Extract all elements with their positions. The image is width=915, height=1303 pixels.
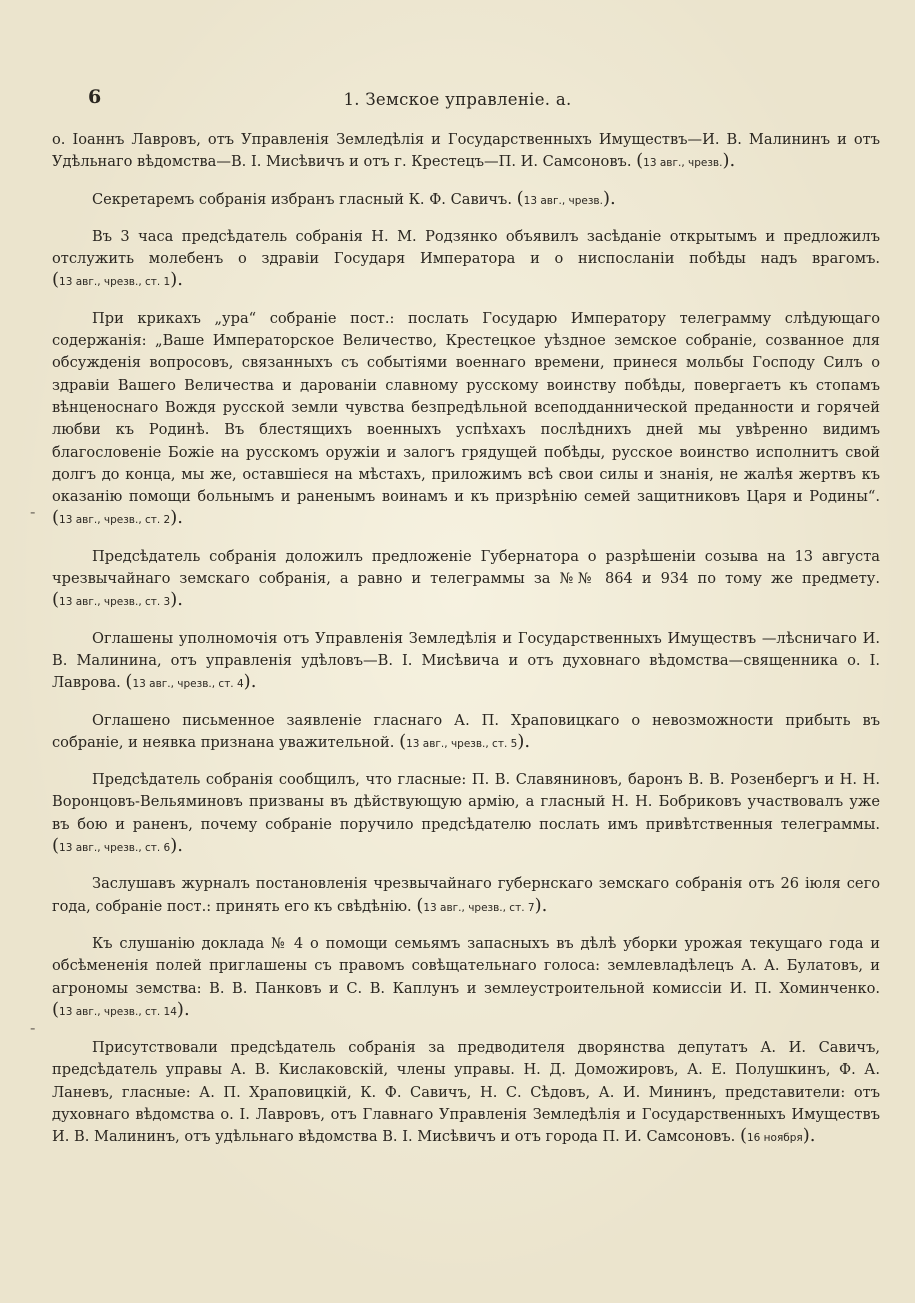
paragraph-text: о. Іоаннъ Лавровъ, отъ Управленія Земледѣлія и Государственныхъ Имуществъ—И. В. Малининъ и отъ Удѣльнаго вѣдомства—В. І. Мисѣвичъ и отъ г. Крестецъ—П. И. Самсоновъ. <box>52 131 880 171</box>
reference-note: 16 ноября <box>746 1132 803 1145</box>
paragraph-text: Секретаремъ собранія избранъ гласный К. Ф. Савичъ. <box>92 190 512 208</box>
paragraph: Присутствовали предсѣдатель собранія за предводителя дворянства депутатъ А. И. Савичъ, предсѣдатель управы А. В. Кислаковскій, члены управы. Н. Д. Доможировъ, А. Е. Полушкинъ, Ф. А. Ланевъ, гласные: А. П. Храповицкій, К. Ф. Савичъ, Н. С. Сѣдовъ, А. И. Мининъ, представители: отъ духовнаго вѣдомства о. І. Лавровъ, отъ Главнаго Управленія Земледѣлія и Государственныхъ Имуществъ И. В. Малининъ, отъ удѣльнаго вѣдомства В. І. Мисѣвичъ и отъ города П. И. Самсоновъ. (16 ноября). <box>52 1039 880 1147</box>
reference-note: 13 авг., чрезв., ст. 3 <box>59 596 171 609</box>
margin-mark: - <box>30 502 36 521</box>
paragraph-text: Присутствовали предсѣдатель собранія за предводителя дворянства депутатъ А. И. Савичъ, предсѣдатель управы А. В. Кислаковскій, члены управы. Н. Д. Доможировъ, А. Е. Полушкинъ, Ф. А. Ланевъ, гласные: А. П. Храповицкій, К. Ф. Савичъ, Н. С. Сѣдовъ, А. И. Мининъ, представители: отъ духовнаго вѣдомства о. І. Лавровъ, отъ Главнаго Управленія Земледѣлія и Государственныхъ Имуществъ И. В. Малининъ, отъ удѣльнаго вѣдомства В. І. Мисѣвичъ и отъ города П. И. Самсоновъ. <box>52 1039 880 1146</box>
reference-note: 13 авг., чрезв., ст. 1 <box>59 276 171 289</box>
margin-mark: - <box>30 1018 36 1037</box>
reference-note: 13 авг., чрезв., ст. 4 <box>132 678 244 691</box>
reference-note: 13 авг., чрезв. <box>643 157 723 170</box>
running-head: 1. Земское управленіе. а. <box>343 90 572 109</box>
reference-note: 13 авг., чрезв., ст. 7 <box>423 901 535 914</box>
paragraph-text: Оглашены уполномочія отъ Управленія Земледѣлія и Государственныхъ Имуществъ —лѣсничаго И. В. Малинина, отъ управленія удѣловъ—В. І. Мисѣвича и отъ духовнаго вѣдомства—священника о. І. Лаврова. <box>52 629 880 692</box>
body-text <box>52 129 880 1164</box>
paragraph: Оглашено письменное заявленіе гласнаго А. П. Храповицкаго о невозможности прибыть въ собраніе, и неявка признана уважительной. (13 авг., чрезв., ст. 5). <box>52 711 880 752</box>
paragraph: о. Іоаннъ Лавровъ, отъ Управленія Земледѣлія и Государственныхъ Имуществъ—И. В. Малининъ и отъ Удѣльнаго вѣдомства—В. І. Мисѣвичъ и отъ г. Крестецъ—П. И. Самсоновъ. (13 авг., чрезв.). <box>52 131 880 172</box>
page-number: 6 <box>88 86 102 108</box>
reference-note: 13 авг., чрезв., ст. 5 <box>406 737 518 750</box>
paragraph-text: Заслушавъ журналъ постановленія чрезвычайнаго губернскаго земскаго собранія отъ 26 іюля сего года, собраніе пост.: принять его къ свѣдѣнію. <box>52 875 880 915</box>
paragraph-text: Въ 3 часа предсѣдатель собранія Н. М. Родзянко объявилъ засѣданіе открытымъ и предложилъ отслужить молебенъ о здравіи Государя Императора и о ниспосланіи побѣды надъ врагомъ. <box>52 227 880 268</box>
paragraph-text: Къ слушанію доклада № 4 о помощи семьямъ запасныхъ въ дѣлѣ уборки урожая текущаго года и обсѣмененія полей приглашены съ правомъ совѣщательнаго голоса: землевладѣлецъ А. А. Булатовъ, и агрономы земства: В. В. Панковъ и С. В. Каплунъ и землеустроительной комиссіи И. П. Хоминченко. <box>52 934 880 997</box>
paragraph: При крикахъ „ура“ собраніе пост.: послать Государю Императору телеграмму слѣдующаго содержанія: „Вашe Императорское Величество, Крестецкое уѣздное земское собраніе, созванное для обсужденія вопросовъ, связанныхъ съ событіями военнаго времени, принеся мольбы Господу Силъ о здравіи Вашего Величества и дарованіи славному русскому воинству побѣды, повергаетъ къ стопамъ вѣнценоснаго Вождя русской земли чувства безпредѣльной всеподданнической преданности и горячей любви къ Родинѣ. Въ блестящихъ военныхъ успѣхахъ послѣднихъ дней мы увѣренно видимъ благословеніе Божіе на русскомъ оружіи и залогъ грядущей побѣды, русское воинство исполнитъ свой долгъ до конца, мы же, оставшіеся на мѣстахъ, приложимъ всѣ свои силы и знанія, не жалѣя жертвъ къ оказанію помощи больнымъ и раненымъ воинамъ и къ призрѣнію семей защитниковъ Царя и Родины“. (13 авг., чрезв., ст. 2). <box>52 309 880 529</box>
paragraph: Предсѣдатель собранія доложилъ предложеніе Губернатора о разрѣшеніи созыва на 13 августа чрезвычайнаго земскаго собранія, а равно и телеграммы за №№ 864 и 934 по тому же предмету. (13 авг., чрезв., ст. 3). <box>52 547 880 611</box>
paragraph-text: Предсѣдатель собранія доложилъ предложеніе Губернатора о разрѣшеніи созыва на 13 августа чрезвычайнаго земскаго собранія, а равно и телеграммы за №№ 864 и 934 по тому же предмету. <box>52 547 880 588</box>
paragraph-text: При крикахъ „ура“ собраніе пост.: послать Государю Императору телеграмму слѣдующаго содержанія: „Вашe Императорское Величество, Крестецкое уѣздное земское собраніе, созванное для обсужденія вопросовъ, связанныхъ съ событіями военнаго времени, принеся мольбы Господу Силъ о здравіи Вашего Величества и дарованіи славному русскому воинству побѣды, повергаетъ къ стопамъ вѣнценоснаго Вождя русской земли чувства безпредѣльной всеподданнической преданности и горячей любви къ Родинѣ. Въ блестящихъ военныхъ успѣхахъ послѣднихъ дней мы увѣренно видимъ благословеніе Божіе на русскомъ оружіи и залогъ грядущей побѣды, русское воинство исполнитъ свой долгъ до конца, мы же, оставшіеся на мѣстахъ, приложимъ всѣ свои силы и знанія, не жалѣя жертвъ къ оказанію помощи больнымъ и раненымъ воинамъ и къ призрѣнію семей защитниковъ Царя и Родины“. <box>52 309 880 506</box>
reference-note: 13 авг., чрезв., ст. 14 <box>59 1005 177 1018</box>
reference-note: 13 авг., чрезв. <box>523 194 603 207</box>
paragraph-text: Предсѣдатель собранія сообщилъ, что гласные: П. В. Славяниновъ, баронъ В. В. Розенбергъ и Н. Н. Воронцовъ-Вельяминовъ призваны въ дѣйствующую армію, а гласный Н. Н. Бобриковъ участвовалъ уже въ бою и раненъ, почему собраніе поручило предсѣдателю послать имъ привѣтственныя телеграммы. <box>52 771 880 833</box>
reference-note: 13 авг., чрезв., ст. 2 <box>59 514 171 527</box>
paragraph: Оглашены уполномочія отъ Управленія Земледѣлія и Государственныхъ Имуществъ —лѣсничаго И. В. Малинина, отъ управленія удѣловъ—В. І. Мисѣвича и отъ духовнаго вѣдомства—священника о. І. Лаврова. (13 авг., чрезв., ст. 4). <box>52 629 880 693</box>
paragraph: Предсѣдатель собранія сообщилъ, что гласные: П. В. Славяниновъ, баронъ В. В. Розенбергъ и Н. Н. Воронцовъ-Вельяминовъ призваны въ дѣйствующую армію, а гласный Н. Н. Бобриковъ участвовалъ уже въ бою и раненъ, почему собраніе поручило предсѣдателю послать имъ привѣтственныя телеграммы. (13 авг., чрезв., ст. 6). <box>52 771 880 857</box>
paragraph-text: Оглашено письменное заявленіе гласнаго А. П. Храповицкаго о невозможности прибыть въ собраніе, и неявка признана уважительной. <box>52 711 880 751</box>
paragraph: Къ слушанію доклада № 4 о помощи семьямъ запасныхъ въ дѣлѣ уборки урожая текущаго года и обсѣмененія полей приглашены съ правомъ совѣщательнаго голоса: землевладѣлецъ А. А. Булатовъ, и агрономы земства: В. В. Панковъ и С. В. Каплунъ и землеустроительной комиссіи И. П. Хоминченко. (13 авг., чрезв., ст. 14). <box>52 934 880 1020</box>
paragraph: Въ 3 часа предсѣдатель собранія Н. М. Родзянко объявилъ засѣданіе открытымъ и предложилъ отслужить молебенъ о здравіи Государя Императора и о ниспосланіи побѣды надъ врагомъ. (13 авг., чрезв., ст. 1). <box>52 227 880 291</box>
paragraph: Заслушавъ журналъ постановленія чрезвычайнаго губернскаго земскаго собранія отъ 26 іюля сего года, собраніе пост.: принять его къ свѣдѣнію. (13 авг., чрезв., ст. 7). <box>52 875 880 916</box>
reference-note: 13 авг., чрезв., ст. 6 <box>59 842 171 855</box>
paragraph: Секретаремъ собранія избранъ гласный К. Ф. Савичъ. (13 авг., чрезв.). <box>92 187 616 209</box>
